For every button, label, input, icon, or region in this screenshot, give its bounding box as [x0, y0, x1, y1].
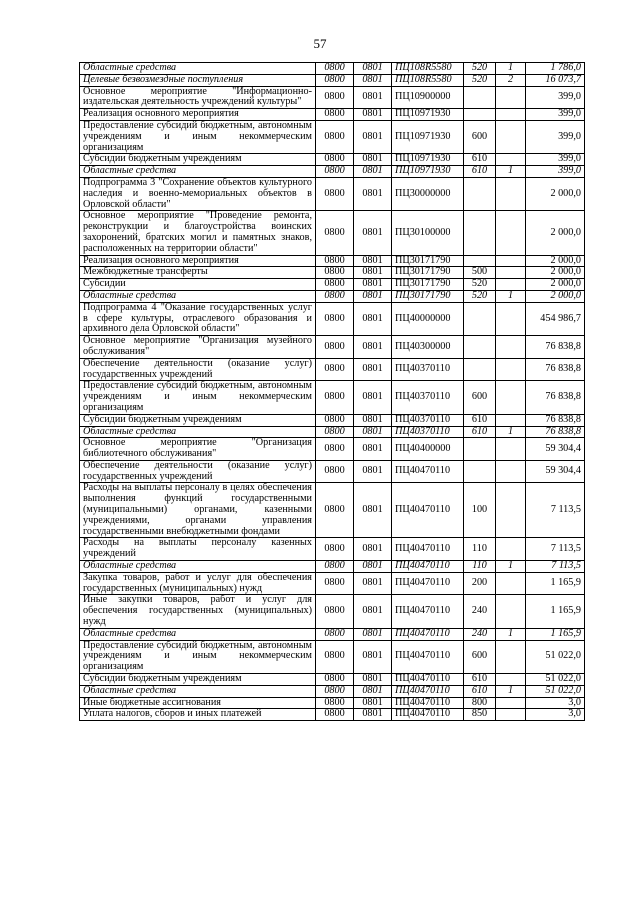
amount: 2 000,0: [526, 267, 585, 279]
section-code: 0800: [316, 538, 354, 561]
row-name: Субсидии бюджетным учреждениям: [80, 154, 316, 166]
target-article-code: ПЦ40370110: [392, 426, 464, 438]
target-article-code: ПЦ40370110: [392, 358, 464, 381]
table-row: [80, 109, 585, 121]
amount: 16 073,7: [526, 74, 585, 86]
target-article-code: ПЦ30100000: [392, 211, 464, 255]
target-article-code: ПЦ40400000: [392, 438, 464, 461]
expense-type-code: 100: [464, 483, 496, 538]
expense-type-code: [464, 109, 496, 121]
row-name: Реализация основного мероприятия: [80, 255, 316, 267]
subsection-code: 0801: [354, 628, 392, 640]
row-name: Субсидии бюджетным учреждениям: [80, 414, 316, 426]
expense-type-code: [464, 86, 496, 109]
subsection-code: 0801: [354, 381, 392, 414]
target-article-code: ПЦ40470110: [392, 538, 464, 561]
row-name: Расходы на выплаты персоналу казенных учреждений: [80, 538, 316, 561]
target-article-code: ПЦ30171790: [392, 255, 464, 267]
amount: 51 022,0: [526, 674, 585, 686]
subsection-code: 0801: [354, 120, 392, 153]
section-code: 0800: [316, 302, 354, 335]
table-row: [80, 572, 585, 595]
funding-source-code: [496, 211, 526, 255]
row-name: Подпрограмма 4 "Оказание государственных услуг в сфере культуры, отраслевого образования и архивного дела Орловской области": [80, 302, 316, 335]
target-article-code: ПЦ40000000: [392, 302, 464, 335]
funding-source-code: 2: [496, 74, 526, 86]
subsection-code: 0801: [354, 302, 392, 335]
table-row: [80, 628, 585, 640]
target-article-code: ПЦ40470110: [392, 460, 464, 483]
budget-table-body: [80, 63, 585, 721]
target-article-code: ПЦ40470110: [392, 595, 464, 628]
table-row: [80, 709, 585, 721]
funding-source-code: [496, 120, 526, 153]
target-article-code: ПЦ10971930: [392, 109, 464, 121]
table-row: [80, 302, 585, 335]
amount: 76 838,8: [526, 414, 585, 426]
expense-type-code: 800: [464, 697, 496, 709]
amount: 2 000,0: [526, 177, 585, 210]
target-article-code: ПЦ40470110: [392, 561, 464, 573]
funding-source-code: [496, 595, 526, 628]
expense-type-code: 110: [464, 538, 496, 561]
table-row: [80, 86, 585, 109]
table-row: [80, 483, 585, 538]
funding-source-code: 1: [496, 166, 526, 178]
row-name: Предоставление субсидий бюджетным, автономным учреждениям и иным некоммерческим организациям: [80, 120, 316, 153]
table-row: [80, 255, 585, 267]
amount: 76 838,8: [526, 358, 585, 381]
amount: 7 113,5: [526, 561, 585, 573]
table-row: [80, 279, 585, 291]
subsection-code: 0801: [354, 211, 392, 255]
subsection-code: 0801: [354, 109, 392, 121]
subsection-code: 0801: [354, 290, 392, 302]
section-code: 0800: [316, 381, 354, 414]
row-name: Обеспечение деятельности (оказание услуг) государственных учреждений: [80, 460, 316, 483]
section-code: 0800: [316, 290, 354, 302]
amount: 399,0: [526, 109, 585, 121]
expense-type-code: 240: [464, 628, 496, 640]
target-article-code: ПЦ40470110: [392, 674, 464, 686]
amount: 59 304,4: [526, 438, 585, 461]
row-name: Расходы на выплаты персоналу в целях обеспечения выполнения функций государственными (муниципальными) органами, казенными учреждениями, органами управления государственными внебюджетными фондами: [80, 483, 316, 538]
expense-type-code: 600: [464, 120, 496, 153]
subsection-code: 0801: [354, 267, 392, 279]
table-row: [80, 381, 585, 414]
funding-source-code: [496, 483, 526, 538]
funding-source-code: [496, 336, 526, 359]
target-article-code: ПЦ10971930: [392, 166, 464, 178]
expense-type-code: 610: [464, 154, 496, 166]
amount: 2 000,0: [526, 279, 585, 291]
section-code: 0800: [316, 426, 354, 438]
table-row: [80, 63, 585, 75]
expense-type-code: 610: [464, 685, 496, 697]
subsection-code: 0801: [354, 483, 392, 538]
funding-source-code: 1: [496, 426, 526, 438]
funding-source-code: 1: [496, 628, 526, 640]
section-code: 0800: [316, 120, 354, 153]
section-code: 0800: [316, 674, 354, 686]
expense-type-code: 200: [464, 572, 496, 595]
table-row: [80, 697, 585, 709]
target-article-code: ПЦ30000000: [392, 177, 464, 210]
row-name: Уплата налогов, сборов и иных платежей: [80, 709, 316, 721]
amount: 2 000,0: [526, 255, 585, 267]
section-code: 0800: [316, 109, 354, 121]
funding-source-code: [496, 697, 526, 709]
funding-source-code: [496, 358, 526, 381]
funding-source-code: 1: [496, 685, 526, 697]
row-name: Областные средства: [80, 166, 316, 178]
row-name: Предоставление субсидий бюджетным, автономным учреждениям и иным некоммерческим организациям: [80, 381, 316, 414]
target-article-code: ПЦ40300000: [392, 336, 464, 359]
amount: 76 838,8: [526, 381, 585, 414]
target-article-code: ПЦ108R5580: [392, 74, 464, 86]
amount: 3,0: [526, 709, 585, 721]
table-row: [80, 336, 585, 359]
table-row: [80, 267, 585, 279]
section-code: 0800: [316, 336, 354, 359]
expense-type-code: [464, 336, 496, 359]
row-name: Основное мероприятие "Проведение ремонта, реконструкции и благоустройства воинских захоронений, братских могил и памятных знаков, расположенных на территории области": [80, 211, 316, 255]
subsection-code: 0801: [354, 595, 392, 628]
row-name: Основное мероприятие "Организация музейного обслуживания": [80, 336, 316, 359]
funding-source-code: [496, 267, 526, 279]
section-code: 0800: [316, 86, 354, 109]
target-article-code: ПЦ40470110: [392, 709, 464, 721]
row-name: Реализация основного мероприятия: [80, 109, 316, 121]
expense-type-code: [464, 302, 496, 335]
expense-type-code: 610: [464, 674, 496, 686]
expense-type-code: [464, 358, 496, 381]
table-row: [80, 460, 585, 483]
table-row: [80, 414, 585, 426]
expense-type-code: 600: [464, 381, 496, 414]
amount: 2 000,0: [526, 290, 585, 302]
subsection-code: 0801: [354, 674, 392, 686]
amount: 76 838,8: [526, 336, 585, 359]
row-name: Подпрограмма 3 "Сохранение объектов культурного наследия и военно-мемориальных объектов в Орловской области": [80, 177, 316, 210]
amount: 7 113,5: [526, 483, 585, 538]
subsection-code: 0801: [354, 438, 392, 461]
expense-type-code: 520: [464, 279, 496, 291]
amount: 454 986,7: [526, 302, 585, 335]
row-name: Обеспечение деятельности (оказание услуг) государственных учреждений: [80, 358, 316, 381]
target-article-code: ПЦ40470110: [392, 572, 464, 595]
funding-source-code: [496, 438, 526, 461]
target-article-code: ПЦ40470110: [392, 697, 464, 709]
funding-source-code: [496, 414, 526, 426]
table-row: [80, 438, 585, 461]
expense-type-code: 500: [464, 267, 496, 279]
target-article-code: ПЦ30171790: [392, 267, 464, 279]
funding-source-code: [496, 177, 526, 210]
amount: 3,0: [526, 697, 585, 709]
budget-table: [79, 62, 585, 721]
row-name: Иные закупки товаров, работ и услуг для обеспечения государственных (муниципальных) нужд: [80, 595, 316, 628]
row-name: Областные средства: [80, 63, 316, 75]
section-code: 0800: [316, 685, 354, 697]
amount: 399,0: [526, 86, 585, 109]
section-code: 0800: [316, 697, 354, 709]
funding-source-code: [496, 709, 526, 721]
row-name: Областные средства: [80, 561, 316, 573]
row-name: Основное мероприятие "Информационно-издательская деятельность учреждений культуры": [80, 86, 316, 109]
target-article-code: ПЦ108R5580: [392, 63, 464, 75]
expense-type-code: 850: [464, 709, 496, 721]
row-name: Закупка товаров, работ и услуг для обеспечения государственных (муниципальных) нужд: [80, 572, 316, 595]
section-code: 0800: [316, 63, 354, 75]
subsection-code: 0801: [354, 538, 392, 561]
subsection-code: 0801: [354, 685, 392, 697]
section-code: 0800: [316, 561, 354, 573]
funding-source-code: [496, 302, 526, 335]
subsection-code: 0801: [354, 572, 392, 595]
row-name: Областные средства: [80, 628, 316, 640]
expense-type-code: 520: [464, 63, 496, 75]
subsection-code: 0801: [354, 460, 392, 483]
expense-type-code: [464, 255, 496, 267]
target-article-code: ПЦ40470110: [392, 483, 464, 538]
funding-source-code: [496, 109, 526, 121]
target-article-code: ПЦ40370110: [392, 381, 464, 414]
table-row: [80, 166, 585, 178]
funding-source-code: [496, 279, 526, 291]
subsection-code: 0801: [354, 166, 392, 178]
amount: 399,0: [526, 154, 585, 166]
target-article-code: ПЦ30171790: [392, 279, 464, 291]
section-code: 0800: [316, 279, 354, 291]
target-article-code: ПЦ10971930: [392, 154, 464, 166]
section-code: 0800: [316, 460, 354, 483]
target-article-code: ПЦ10971930: [392, 120, 464, 153]
expense-type-code: 610: [464, 166, 496, 178]
subsection-code: 0801: [354, 414, 392, 426]
section-code: 0800: [316, 177, 354, 210]
table-row: [80, 674, 585, 686]
subsection-code: 0801: [354, 709, 392, 721]
section-code: 0800: [316, 255, 354, 267]
section-code: 0800: [316, 74, 354, 86]
amount: 1 165,9: [526, 595, 585, 628]
amount: 51 022,0: [526, 640, 585, 673]
target-article-code: ПЦ30171790: [392, 290, 464, 302]
row-name: Предоставление субсидий бюджетным, автономным учреждениям и иным некоммерческим организациям: [80, 640, 316, 673]
funding-source-code: [496, 572, 526, 595]
page-number: 57: [313, 36, 327, 51]
expense-type-code: 610: [464, 414, 496, 426]
expense-type-code: 600: [464, 640, 496, 673]
section-code: 0800: [316, 166, 354, 178]
row-name: Областные средства: [80, 290, 316, 302]
amount: 59 304,4: [526, 460, 585, 483]
subsection-code: 0801: [354, 640, 392, 673]
target-article-code: ПЦ40370110: [392, 414, 464, 426]
amount: 2 000,0: [526, 211, 585, 255]
section-code: 0800: [316, 438, 354, 461]
subsection-code: 0801: [354, 426, 392, 438]
funding-source-code: [496, 86, 526, 109]
funding-source-code: [496, 255, 526, 267]
table-row: [80, 177, 585, 210]
table-row: [80, 426, 585, 438]
table-row: [80, 154, 585, 166]
funding-source-code: [496, 460, 526, 483]
subsection-code: 0801: [354, 358, 392, 381]
amount: 1 165,9: [526, 572, 585, 595]
amount: 399,0: [526, 166, 585, 178]
expense-type-code: 110: [464, 561, 496, 573]
subsection-code: 0801: [354, 255, 392, 267]
subsection-code: 0801: [354, 279, 392, 291]
funding-source-code: [496, 154, 526, 166]
table-row: [80, 595, 585, 628]
funding-source-code: 1: [496, 63, 526, 75]
expense-type-code: 520: [464, 290, 496, 302]
subsection-code: 0801: [354, 177, 392, 210]
funding-source-code: 1: [496, 561, 526, 573]
subsection-code: 0801: [354, 74, 392, 86]
funding-source-code: [496, 674, 526, 686]
table-row: [80, 538, 585, 561]
subsection-code: 0801: [354, 154, 392, 166]
row-name: Целевые безвозмездные поступления: [80, 74, 316, 86]
row-name: Субсидии: [80, 279, 316, 291]
section-code: 0800: [316, 267, 354, 279]
amount: 1 786,0: [526, 63, 585, 75]
table-row: [80, 358, 585, 381]
row-name: Основное мероприятие "Организация библиотечного обслуживания": [80, 438, 316, 461]
target-article-code: ПЦ40470110: [392, 640, 464, 673]
table-row: [80, 211, 585, 255]
expense-type-code: 520: [464, 74, 496, 86]
funding-source-code: [496, 640, 526, 673]
section-code: 0800: [316, 483, 354, 538]
expense-type-code: [464, 438, 496, 461]
amount: 7 113,5: [526, 538, 585, 561]
section-code: 0800: [316, 640, 354, 673]
target-article-code: ПЦ40470110: [392, 685, 464, 697]
row-name: Областные средства: [80, 426, 316, 438]
row-name: Межбюджетные трансферты: [80, 267, 316, 279]
section-code: 0800: [316, 358, 354, 381]
subsection-code: 0801: [354, 561, 392, 573]
section-code: 0800: [316, 414, 354, 426]
table-row: [80, 685, 585, 697]
expense-type-code: [464, 211, 496, 255]
section-code: 0800: [316, 154, 354, 166]
amount: 51 022,0: [526, 685, 585, 697]
section-code: 0800: [316, 595, 354, 628]
expense-type-code: [464, 177, 496, 210]
section-code: 0800: [316, 709, 354, 721]
subsection-code: 0801: [354, 63, 392, 75]
target-article-code: ПЦ40470110: [392, 628, 464, 640]
table-row: [80, 561, 585, 573]
funding-source-code: 1: [496, 290, 526, 302]
section-code: 0800: [316, 628, 354, 640]
subsection-code: 0801: [354, 336, 392, 359]
expense-type-code: [464, 460, 496, 483]
expense-type-code: 240: [464, 595, 496, 628]
section-code: 0800: [316, 211, 354, 255]
row-name: Субсидии бюджетным учреждениям: [80, 674, 316, 686]
subsection-code: 0801: [354, 86, 392, 109]
table-row: [80, 640, 585, 673]
row-name: Иные бюджетные ассигнования: [80, 697, 316, 709]
expense-type-code: 610: [464, 426, 496, 438]
section-code: 0800: [316, 572, 354, 595]
table-row: [80, 290, 585, 302]
table-row: [80, 120, 585, 153]
funding-source-code: [496, 538, 526, 561]
amount: 399,0: [526, 120, 585, 153]
table-row: [80, 74, 585, 86]
amount: 1 165,9: [526, 628, 585, 640]
amount: 76 838,8: [526, 426, 585, 438]
row-name: Областные средства: [80, 685, 316, 697]
funding-source-code: [496, 381, 526, 414]
subsection-code: 0801: [354, 697, 392, 709]
target-article-code: ПЦ10900000: [392, 86, 464, 109]
